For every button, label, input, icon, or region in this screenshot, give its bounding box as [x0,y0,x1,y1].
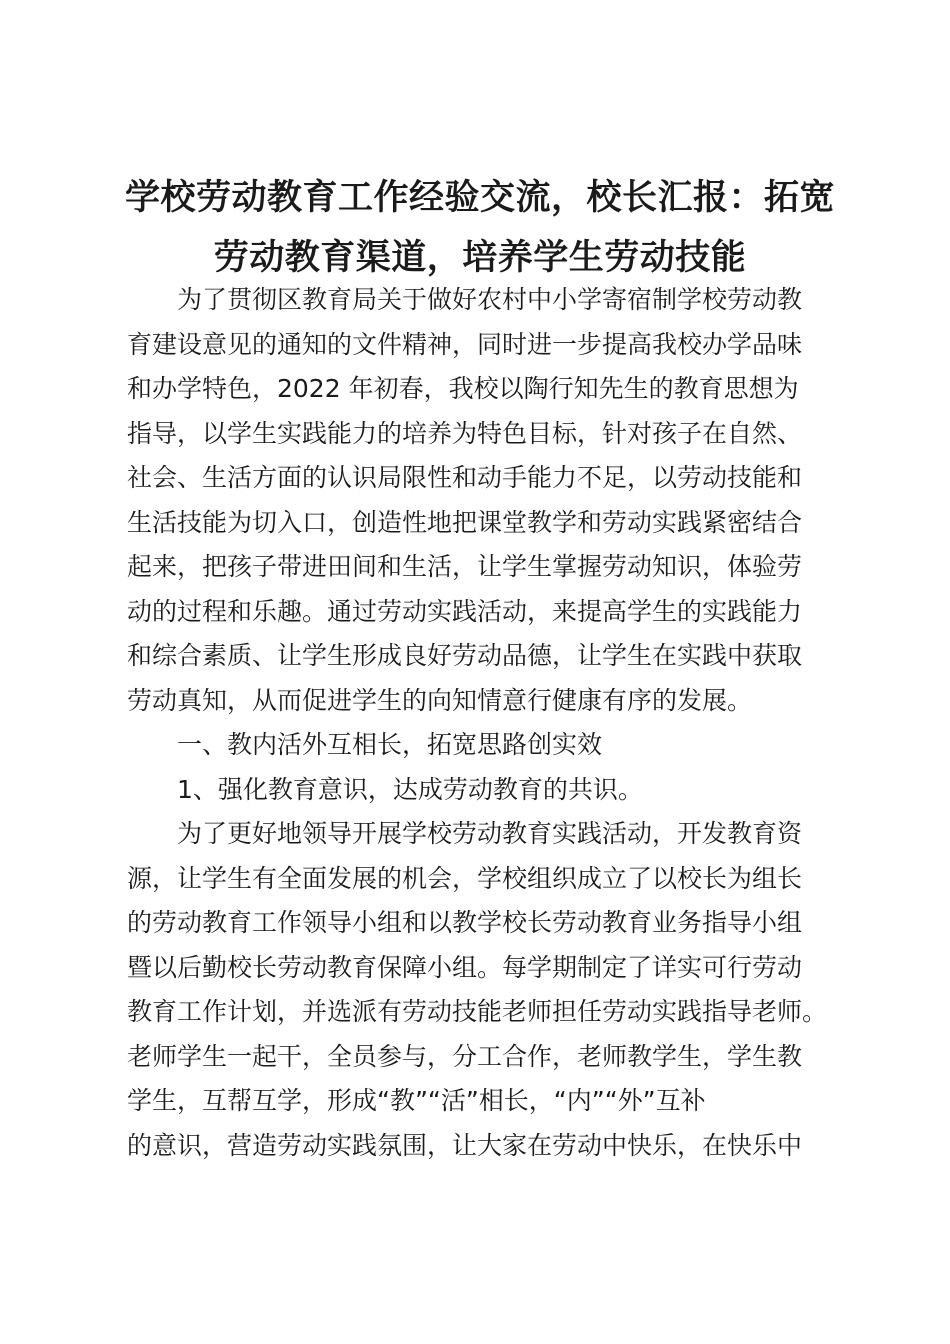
paragraph-line: 的意识，营造劳动实践氛围，让大家在劳动中快乐，在快乐中 [127,1130,803,1160]
paragraph-line: 老师学生一起干，全员参与，分工合作，老师教学生，学生教 [127,1041,803,1071]
paragraph-line: 学生，互帮互学，形成“教”“活”相长，“内”“外”互补 [127,1086,706,1115]
paragraph-line: 暨以后勤校长劳动教育保障小组。每学期制定了详实可行劳动 [127,952,803,982]
paragraph-line: 为了贯彻区教育局关于做好农村中小学寄宿制学校劳动教 [177,285,803,314]
title-line-2: 劳动教育渠道，培养学生劳动技能 [213,238,747,278]
paragraph-line: 劳动真知，从而促进学生的向知情意行健康有序的发展。 [127,685,753,715]
section-heading: 一、教内活外互相长，拓宽思路创实效 [177,730,603,759]
paragraph-line: 动的过程和乐趣。通过劳动实践活动，来提高学生的实践能力 [127,596,803,626]
paragraph-line: 为了更好地领导开展学校劳动教育实践活动，开发教育资 [177,819,803,848]
paragraph-line: 生活技能为切入口，创造性地把课堂教学和劳动实践紧密结合 [127,507,803,537]
paragraph-line: 指导，以学生实践能力的培养为特色目标，针对孩子在自然、 [127,418,803,448]
subsection-heading: 1、强化教育意识，达成劳动教育的共识。 [177,774,643,804]
paragraph-line: 的劳动教育工作领导小组和以教学校长劳动教育业务指导小组 [127,908,803,937]
paragraph-line: 和办学特色，2022 年初春，我校以陶行知先生的教育思想为 [127,374,799,403]
title-line-1: 学校劳动教育工作经验交流，校长汇报：拓宽 [124,178,835,218]
document-title [100,168,860,288]
paragraph-line: 育建设意见的通知的文件精神，同时进一步提高我校办学品味 [127,329,803,359]
paragraph-line: 源，让学生有全面发展的机会，学校组织成立了以校长为组长 [127,863,803,893]
paragraph-line: 社会、生活方面的认识局限性和动手能力不足，以劳动技能和 [127,463,803,492]
paragraph-line: 教育工作计划，并选派有劳动技能老师担任劳动实践指导老师。 [127,997,828,1026]
paragraph-line: 起来，把孩子带进田间和生活，让学生掌握劳动知识，体验劳 [127,552,803,581]
document-body [127,278,847,1168]
paragraph-line: 和综合素质、让学生形成良好劳动品德，让学生在实践中获取 [127,641,803,670]
